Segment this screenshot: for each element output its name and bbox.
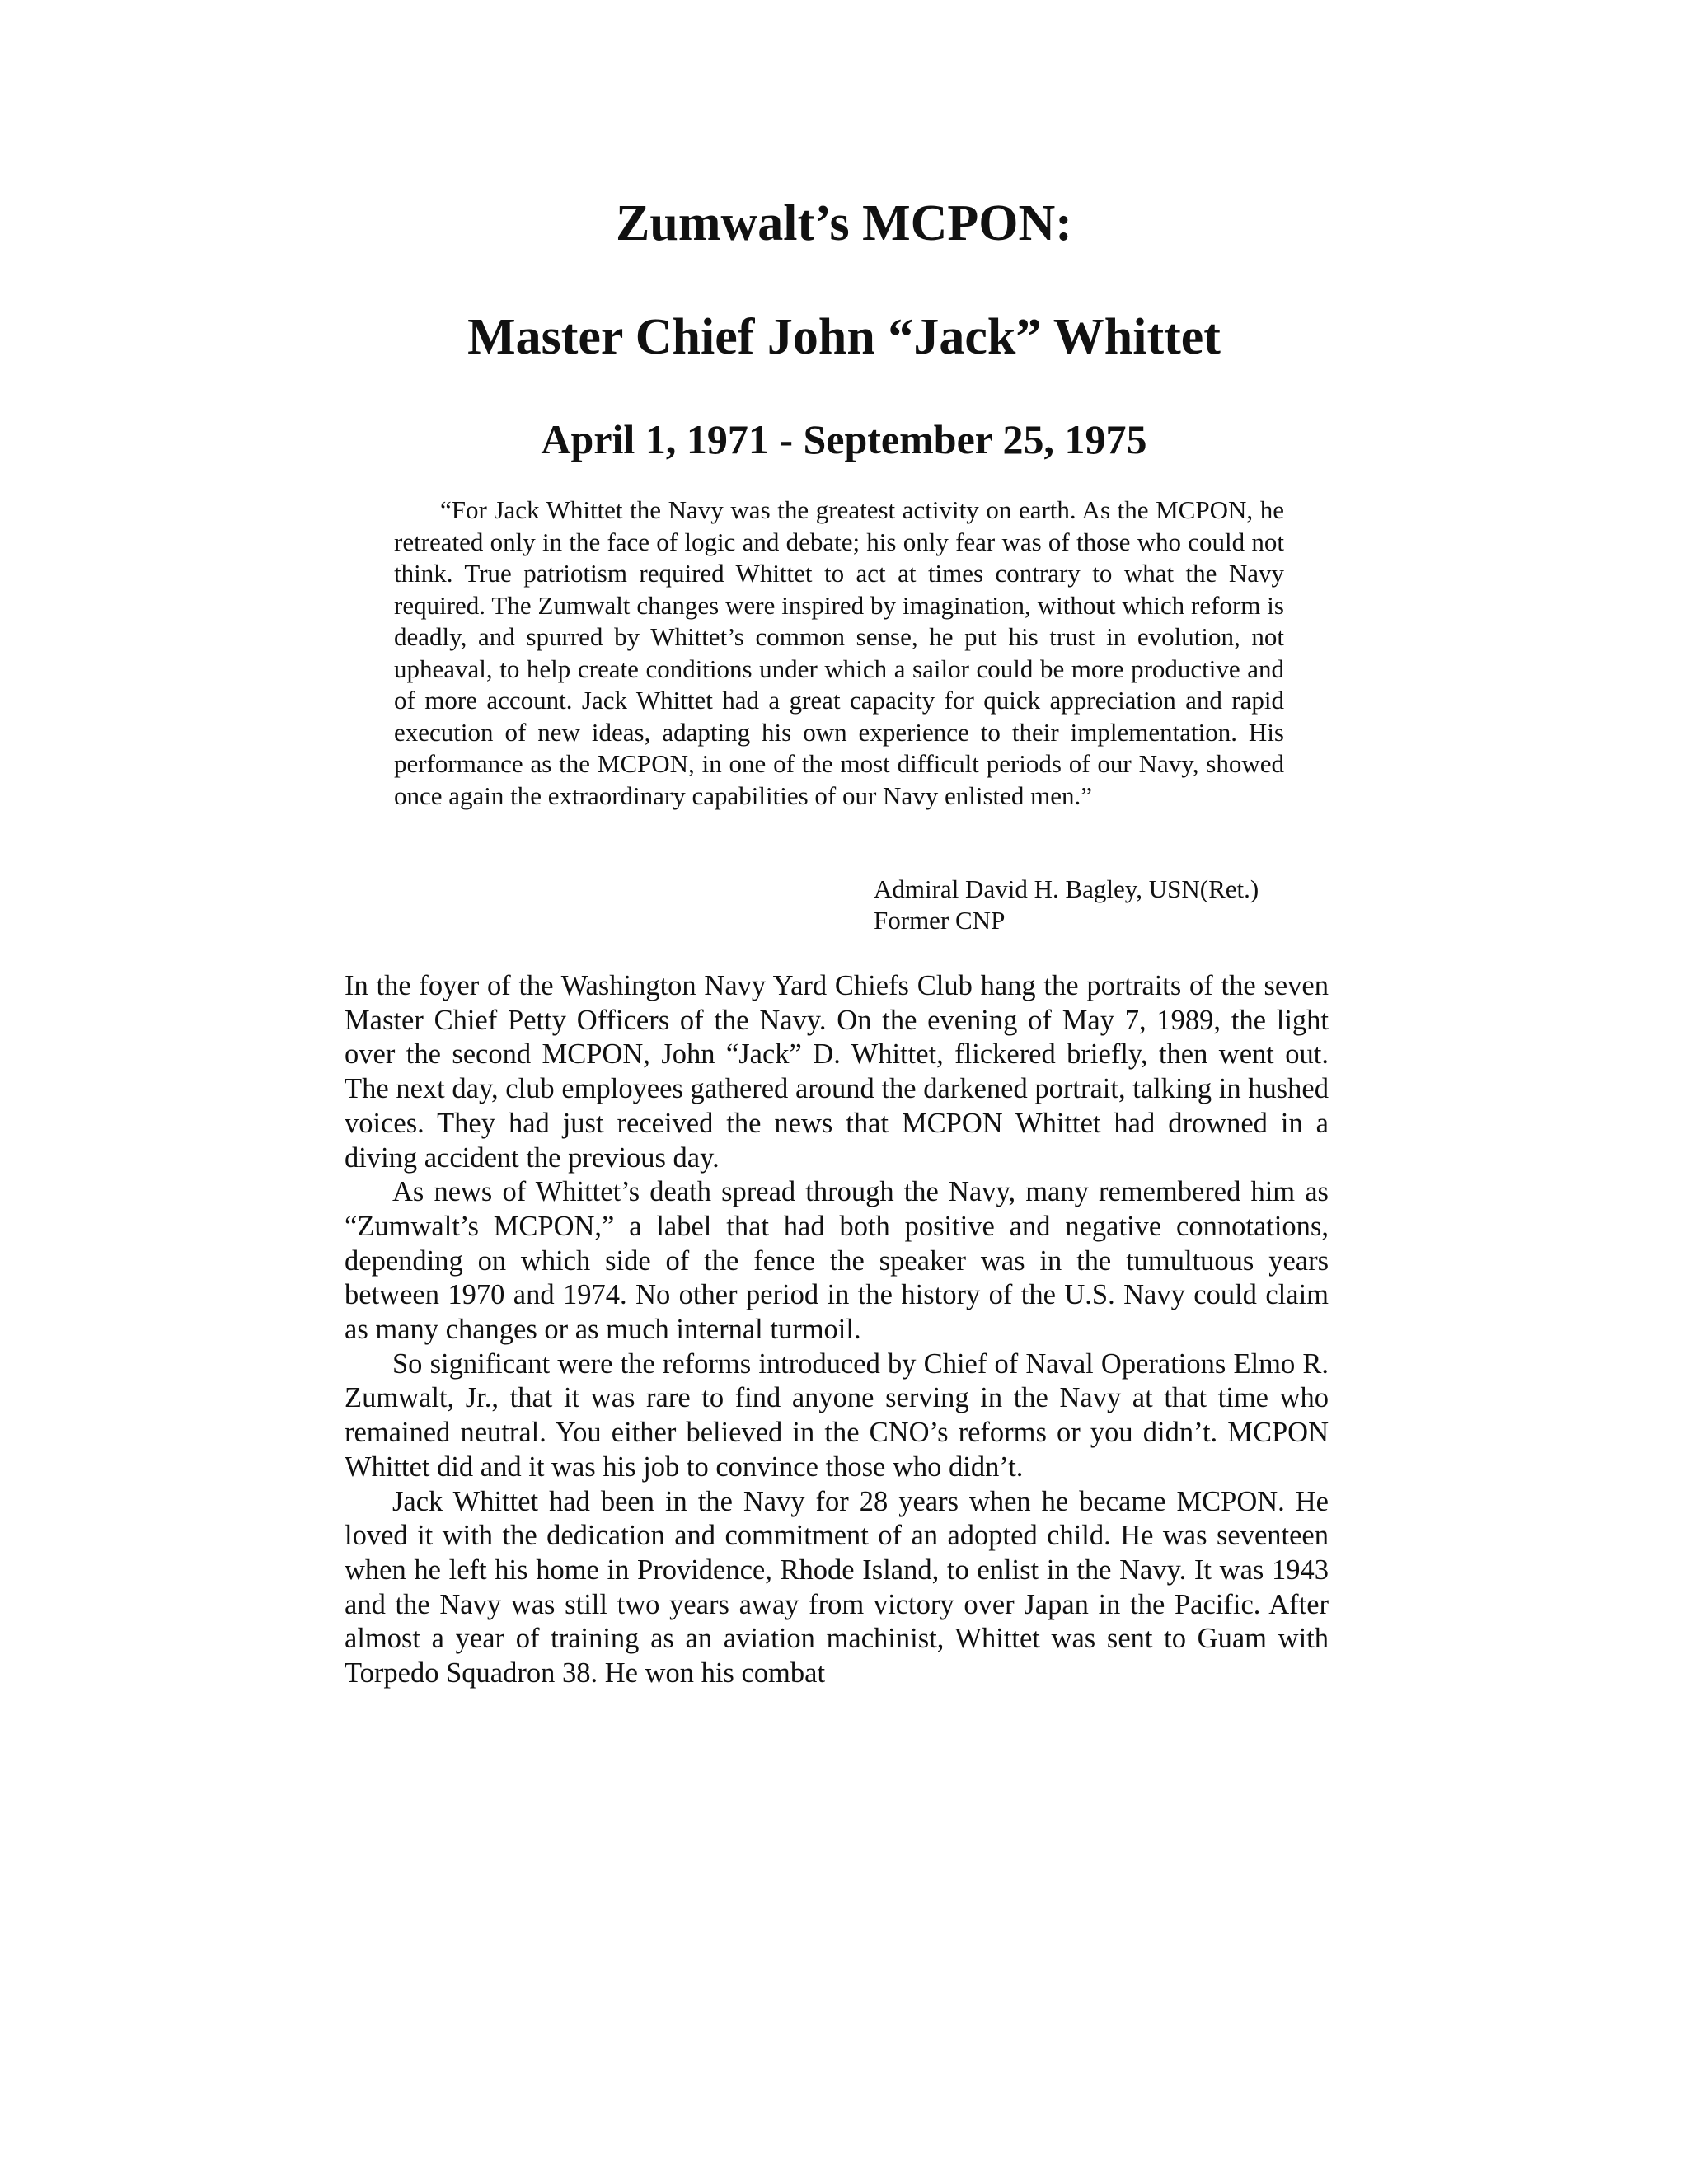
title-line-1: Zumwalt’s MCPON: [616,195,1072,251]
attribution-name: Admiral David H. Bagley, USN(Ret.) [874,874,1259,903]
body-paragraph-3: So significant were the reforms introduced by Chief of Naval Operations Elmo R. Zumwalt, Jr., that it was rare to find anyone serving in the Navy at that time who remained neutral. You either believed in the CNO’s reforms or you didn’t. MCPON Whittet did and it was his job to convince those who didn’t. [345,1347,1329,1483]
epigraph-quote: “For Jack Whittet the Navy was the greatest activity on earth. As the MCPON, he retreated only in the face of logic and debate; his only fear was of those who could not think. True patriotism required Whittet to act at times contrary to what the Navy required. The Zumwalt changes were inspired by imagination, without which reform is deadly, and spurred by Whittet’s common sense, he put his trust in evolution, not upheaval, to help create conditions under which a sailor could be more productive and of more account. Jack Whittet had a great capacity for quick appreciation and rapid execution of new ideas, adapting his own experience to their implementation. His performance as the MCPON, in one of the most difficult periods of our Navy, showed once again the extraordinary capabilities of our Navy enlisted men.” [394,495,1284,810]
quote-attribution [874,874,1259,936]
term-dates: April 1, 1971 - September 25, 1975 [541,416,1147,462]
body-paragraph-1: In the foyer of the Washington Navy Yard Chiefs Club hang the portraits of the seven Master Chief Petty Officers of the Navy. On the evening of May 7, 1989, the light over the second MCPON, John “Jack” D. Whittet, flickered briefly, then went out. The next day, club employees gathered around the darkened portrait, talking in hushed voices. They had just received the news that MCPON Whittet had drowned in a diving accident the previous day. [345,970,1329,1174]
title-line-2: Master Chief John “Jack” Whittet [467,309,1221,365]
body-paragraph-2: As news of Whittet’s death spread through the Navy, many remembered him as “Zumwalt’s MCPON,” a label that had both positive and negative connotations, depending on which side of the fence the speaker was in the tumultuous years between 1970 and 1974. No other period in the history of the U.S. Navy could claim as many changes or as much internal turmoil. [345,1176,1329,1346]
attribution-title: Former CNP [874,906,1006,935]
body-paragraph-4: Jack Whittet had been in the Navy for 28 years when he became MCPON. He loved it with the dedication and commitment of an adopted child. He was seventeen when he left his home in Providence, Rhode Island, to enlist in the Navy. It was 1943 and the Navy was still two years away from victory over Japan in the Pacific. After almost a year of training as an aviation machinist, Whittet was sent to Guam with Torpedo Squadron 38. He won his combat [345,1485,1329,1690]
body-text [345,969,1329,1691]
